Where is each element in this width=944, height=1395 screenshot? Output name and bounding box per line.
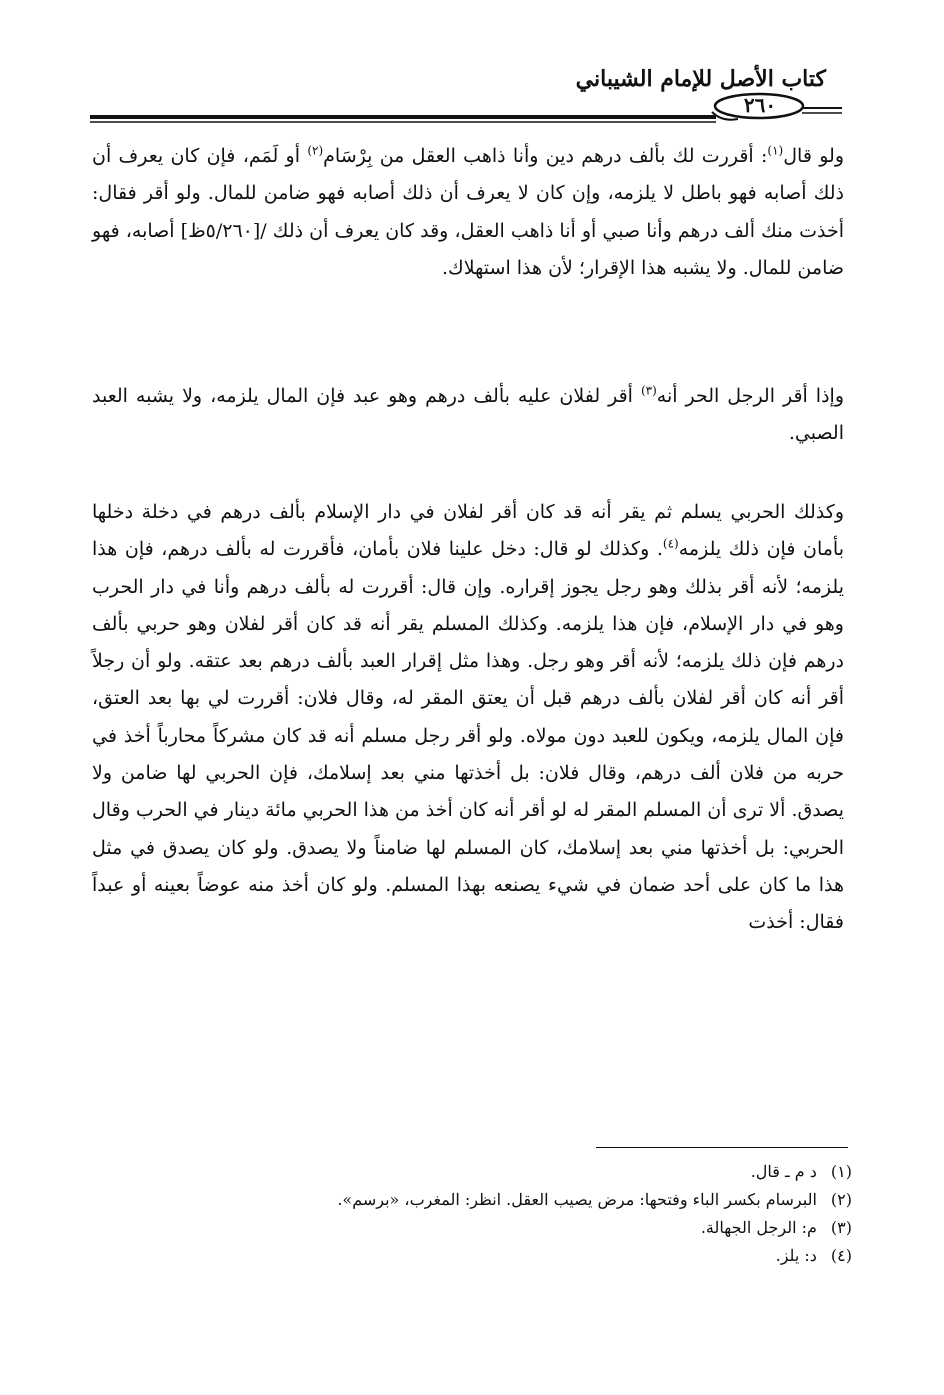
footnote-3 (92, 1214, 852, 1242)
paragraph-text: : أقررت لك بألف درهم دين وأنا ذاهب العقل من بِرْسَام (323, 145, 768, 167)
footnote-text: م: الرجل الجهالة. (700, 1218, 817, 1237)
book-title: كتاب الأصل للإمام الشيباني (575, 66, 826, 92)
paragraph-text: وكذلك الحربي يسلم ثم يقر أنه قد كان أقر لفلان في دار الإسلام بألف درهم في دخلة دخلها بأمان فإن ذلك يلزمه (92, 501, 844, 561)
paragraph-3 (92, 494, 844, 942)
footnote-reference[interactable]: (٢) (307, 143, 324, 158)
footnote-reference[interactable]: (٣) (640, 383, 657, 398)
footnote-4 (92, 1242, 852, 1270)
page-number: ٢٦٠ (743, 93, 777, 117)
footnote-number: (١) (830, 1162, 852, 1181)
footnote-text: د: يلز. (775, 1246, 817, 1265)
footnote-number: (٢) (830, 1190, 852, 1209)
footnote-number: (٣) (830, 1218, 852, 1237)
footnote-2 (92, 1186, 852, 1214)
footnote-reference[interactable]: (٤) (662, 536, 679, 551)
paragraph-text: . وكذلك لو قال: دخل علينا فلان بأمان، فأقررت له بألف درهم، فإن هذا يلزمه؛ لأنه أقر بذلك وهو رجل يجوز إقراره. وإن قال: أقررت له بألف درهم وأنا في دار الحرب وهو في دار الإسلام، فإن هذا يلزمه. وكذلك المسلم يقر أنه قد كان أقر لفلان وهو حربي بألف درهم فإن ذلك يلزمه؛ لأنه أقر وهو رجل. وهذا مثل إقرار العبد بألف درهم بعد عتقه. ولو أن رجلاً أقر أنه كان أقر لفلان بألف درهم قبل أن يعتق المقر له، وقال فلان: أقررت لي بها بعد العتق، فإن المال يلزمه، ويكون للعبد دون مولاه. ولو أقر رجل مسلم أنه قد كان مشركاً محارباً أخذ في حربه من فلان ألف درهم، وقال فلان: بل أخذتها مني بعد إسلامك، فإن الحربي لها ضامن ولا يصدق. ألا ترى أن المسلم المقر له لو أقر أنه كان أخذ من هذا الحربي مائة دينار في الحرب وقال الحربي: بل أخذتها مني بعد إسلامك، كان المسلم لها ضامناً ولا يصدق. ولو كان يصدق في مثل هذا ما كان على أحد ضمان في شيء يصنعه بهذا المسلم. ولو كان أخذ منه عوضاً بعينه أو عبداً فقال: أخذت (92, 538, 844, 934)
paragraph-2 (92, 378, 844, 453)
footnote-text: البرسام بكسر الباء وفتحها: مرض يصيب العقل. انظر: المغرب، «برسم». (337, 1190, 817, 1209)
footnotes (92, 1158, 852, 1270)
footnote-number: (٤) (830, 1246, 852, 1265)
footnote-divider (596, 1147, 848, 1148)
footnote-text: د م ـ قال. (750, 1162, 817, 1181)
paragraph-text: أو لَمَم، فإن كان يعرف أن ذلك أصابه فهو باطل لا يلزمه، وإن كان لا يعرف أن ذلك أصابه فهو ضامن للمال. ولو أقر فقال: أخذت منك ألف درهم وأنا صبي أو أنا ذاهب العقل، وقد كان يعرف أن ذلك /[٥/٢٦٠ظ] أصابه، فهو ضامن للمال. ولا يشبه هذا الإقرار؛ لأن هذا استهلاك. (92, 145, 844, 279)
paragraph-text: ولو قال (783, 145, 844, 167)
paragraph-text: وإذا أقر الرجل الحر أنه (656, 385, 845, 407)
paragraph-text: أقر لفلان عليه بألف درهم وهو عبد فإن المال يلزمه، ولا يشبه العبد الصبي. (92, 385, 844, 445)
footnote-1 (92, 1158, 852, 1186)
footnote-reference[interactable]: (١) (767, 143, 784, 158)
paragraph-1 (92, 138, 844, 287)
